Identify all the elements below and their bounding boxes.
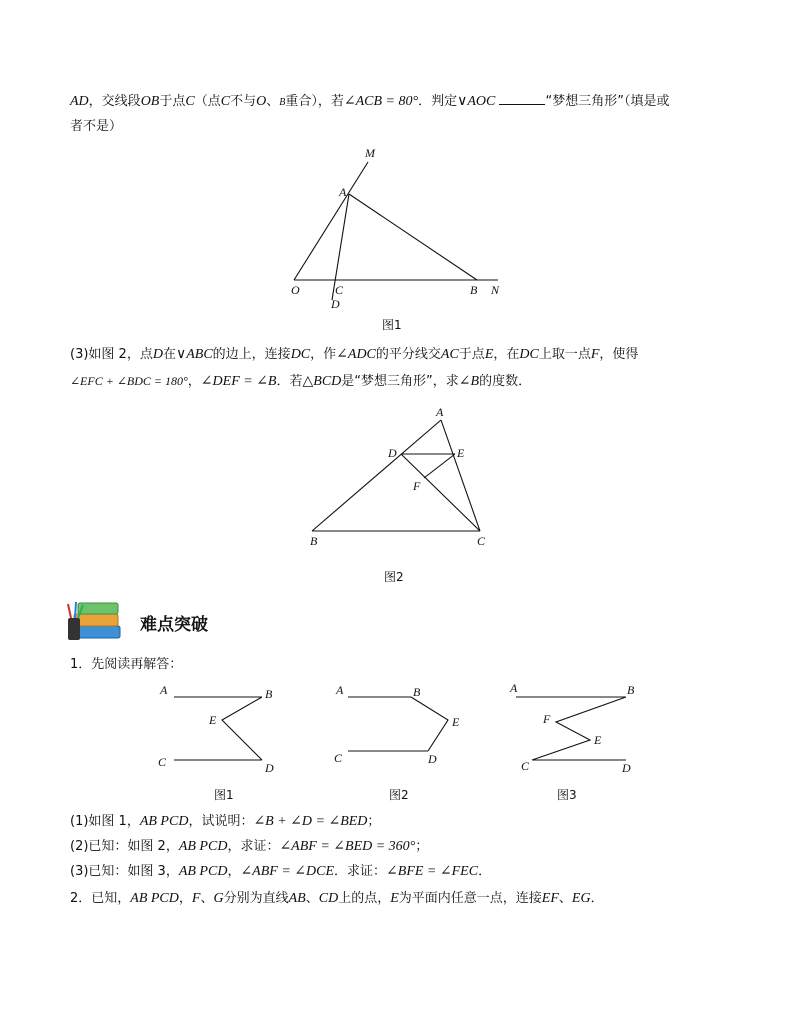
text: 的度数．: [479, 374, 532, 389]
equation: ∠ABF = ∠DCE: [240, 864, 335, 879]
text: ，: [227, 864, 241, 879]
text: ，使得: [599, 347, 639, 362]
label-o: O: [291, 283, 300, 297]
text: 2．已知，: [70, 891, 131, 906]
text: 、: [266, 94, 280, 109]
angle-acb: ∠ACB = 80°: [343, 94, 419, 109]
text: “梦想三角形”（填是或: [545, 94, 670, 109]
text: (3)如图 2，点: [70, 347, 153, 362]
text: (2)已知：如图 2，: [70, 839, 179, 854]
point-o: O: [256, 94, 267, 109]
text: 的平分线交: [375, 347, 441, 362]
label-a: A: [336, 683, 344, 697]
label-d: D: [265, 761, 274, 775]
label-c: C: [335, 283, 344, 297]
label-f: F: [543, 712, 551, 726]
label-c: C: [334, 751, 343, 765]
p1-statement-2: [70, 838, 428, 856]
label-b: B: [627, 683, 635, 697]
parallel-abcd: AB PCD: [139, 814, 189, 829]
label-a: A: [339, 185, 347, 199]
seg-ob: OB: [140, 94, 160, 109]
angle-equation: ∠EFC + ∠BDC = 180°: [70, 374, 188, 388]
figure-1-caption: 图1: [382, 318, 402, 332]
section-title: 难点突破: [140, 615, 208, 635]
label-a: A: [510, 681, 518, 695]
label-e: E: [452, 715, 460, 729]
q2-line-2: 者不是）: [70, 119, 123, 134]
text: ．求证：: [334, 864, 387, 879]
text: 、: [558, 891, 572, 906]
text: ，试说明：: [188, 814, 254, 829]
label-c: C: [158, 755, 167, 769]
text: ，作: [310, 347, 337, 362]
angle-b: ∠B: [458, 374, 480, 389]
seg-ef: EF: [541, 891, 559, 906]
text: 上取一点: [538, 347, 591, 362]
text: 上的点，: [338, 891, 391, 906]
text: ，: [187, 374, 201, 389]
point-c: C: [220, 94, 231, 109]
label-m: M: [365, 146, 375, 160]
label-e: E: [209, 713, 217, 727]
label-e: E: [594, 733, 602, 747]
text: 、: [305, 891, 319, 906]
seg-eg: EG: [571, 891, 591, 906]
equation: ∠BFE = ∠FEC: [386, 864, 479, 879]
figure-2-caption: 图2: [384, 570, 404, 584]
label-d: D: [622, 761, 631, 775]
point-e: E: [390, 891, 399, 906]
label-a: A: [436, 405, 444, 419]
label-d: D: [428, 752, 437, 766]
text: 不与: [230, 94, 257, 109]
seg-dc: DC: [519, 347, 539, 362]
label-b: B: [265, 687, 273, 701]
text: 重合），若: [285, 94, 344, 109]
p1-statement-3: [70, 863, 491, 881]
label-f: F: [413, 479, 421, 493]
point-g: G: [213, 891, 224, 906]
text: ，在: [493, 347, 520, 362]
angle-def-eq: ∠DEF = ∠B: [200, 374, 277, 389]
parallel-abcd: AB PCD: [130, 891, 179, 906]
seg-ad: AD: [70, 94, 89, 109]
label-b: B: [470, 283, 478, 297]
text: 在: [162, 347, 176, 362]
parallel-abcd: AB PCD: [178, 839, 228, 854]
line-ab: AB: [288, 891, 306, 906]
point-c: C: [185, 94, 195, 109]
text: 分别为直线: [223, 891, 289, 906]
label-c: C: [477, 534, 486, 548]
point-f: F: [590, 347, 600, 362]
path-bed: [411, 697, 448, 751]
angle-adc: ∠ADC: [336, 347, 376, 362]
text: 是“梦想三角形”，求: [341, 374, 459, 389]
text: ；: [415, 839, 429, 854]
line-cd: CD: [318, 891, 339, 906]
text: （点: [194, 94, 221, 109]
text: ．判定: [418, 94, 458, 109]
triangle-bcd: △BCD: [302, 374, 342, 389]
p1-figure-2-caption: 图2: [389, 788, 409, 802]
p1-intro: 1．先阅读再解答：: [70, 657, 183, 672]
text: ；: [367, 814, 381, 829]
text: ．: [590, 891, 604, 906]
text: ，: [178, 891, 192, 906]
label-e: E: [457, 446, 465, 460]
text: (1)如图 1，: [70, 814, 140, 829]
label-c: C: [521, 759, 530, 773]
parallel-abcd: AB PCD: [178, 864, 228, 879]
label-a: A: [160, 683, 168, 697]
seg-dc: DC: [290, 347, 311, 362]
point-e: E: [484, 347, 494, 362]
text: (3)已知：如图 3，: [70, 864, 179, 879]
label-d: D: [388, 446, 397, 460]
text: ，交线段: [88, 94, 141, 109]
point-b: B: [279, 97, 286, 108]
triangle-abc: ∨ABC: [175, 347, 213, 362]
label-b: B: [310, 534, 318, 548]
label-n: N: [491, 283, 500, 297]
p1-figure-3-caption: 图3: [557, 788, 577, 802]
point-f: F: [191, 891, 201, 906]
equation: ∠ABF = ∠BED = 360°: [279, 839, 416, 854]
label-d: D: [331, 297, 340, 311]
triangle-aoc: ∨AOC: [457, 94, 496, 109]
text: ，求证：: [227, 839, 280, 854]
text: ．若: [276, 374, 303, 389]
seg-ac: AC: [440, 347, 459, 362]
path-bed: [222, 697, 262, 760]
text: 于点: [159, 94, 186, 109]
text: ．: [478, 864, 492, 879]
p2-statement: [70, 890, 604, 908]
text: 为平面内任意一点，连接: [398, 891, 542, 906]
text: 于点: [458, 347, 485, 362]
text: 的边上，连接: [212, 347, 291, 362]
text: 、: [200, 891, 214, 906]
label-b: B: [413, 685, 421, 699]
equation: ∠B + ∠D = ∠BED: [253, 814, 368, 829]
point-d: D: [152, 347, 163, 362]
p1-statement-1: [70, 813, 380, 831]
path-bfec: [532, 697, 626, 760]
p1-figure-1-caption: 图1: [214, 788, 234, 802]
